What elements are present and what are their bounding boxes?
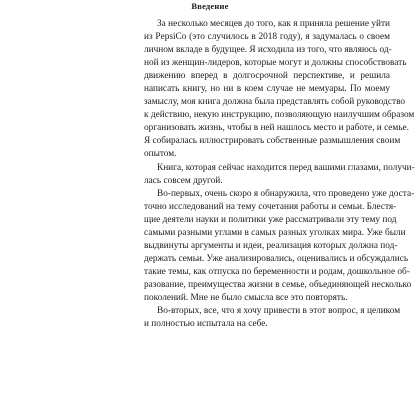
text-line: опытом. (144, 149, 177, 160)
text-line: такие темы, как отпуска по беременности и родам, дошкольное об- (144, 266, 410, 277)
text-line: организовать жизнь, чтобы в ней нашлось место и работе, и семье. (144, 123, 410, 134)
text-line: выдвинуты аргументы и идеи, реализация которых должна под- (144, 240, 398, 251)
text-line: Книга, которая сейчас находится перед вашими глазами, получи- (157, 162, 415, 173)
paragraph (144, 188, 415, 305)
text-line: движению вперед в долгосрочной перспективе, и решила (144, 71, 390, 82)
text-line: личном вкладе в будущее. Я исходила из того, что являюсь од- (144, 45, 392, 56)
running-head: Введение (191, 1, 229, 11)
text-line: Я собиралась иллюстрировать собственные размышления своим (144, 136, 401, 147)
text-line: ной из женщин-лидеров, которые могут и должны способствовать (144, 58, 407, 69)
text-line: держать семьи. Уже анализировались, оценивались и обсуждались (144, 253, 409, 264)
text-line: Во-вторых, все, что я хочу привести в этот вопрос, я целиком (157, 306, 401, 317)
text-line: разование, преимущества жизни в семье, объединяющей несколько (144, 279, 412, 290)
text-line: написать книгу, но ни в коем случае не мемуары. По моему (144, 84, 390, 95)
text-line: поколений. Мне не было смысла все это повторять. (144, 292, 348, 303)
text-line: замыслу, моя книга должна была представлять собой руководство (144, 97, 406, 108)
paragraph (144, 18, 415, 162)
text-line: точно исследований на тему сочетания работы и семьи. Блестя- (144, 201, 397, 212)
body-text (144, 18, 415, 331)
text-line: к действию, некую инструкцию, позволяющую наилучшим образом (144, 110, 415, 121)
text-line: За несколько месяцев до того, как я приняла решение уйти (157, 19, 390, 29)
text-line: самыми разными углами в самых разных уголках мира. Уже были (144, 227, 406, 238)
paragraph (144, 162, 415, 188)
text-line: из PepsiCo (это случилось в 2018 году), я задумалась о своем (144, 32, 390, 43)
text-line: щие деятели науки и политики уже рассматривали эту тему под (144, 214, 397, 225)
text-line: лась совсем другой. (144, 175, 223, 186)
text-line: Во-первых, очень скоро я обнаружила, что проведено уже доста- (157, 188, 415, 199)
text-line: и полностью испытала на себе. (144, 319, 268, 330)
paragraph (144, 305, 401, 331)
